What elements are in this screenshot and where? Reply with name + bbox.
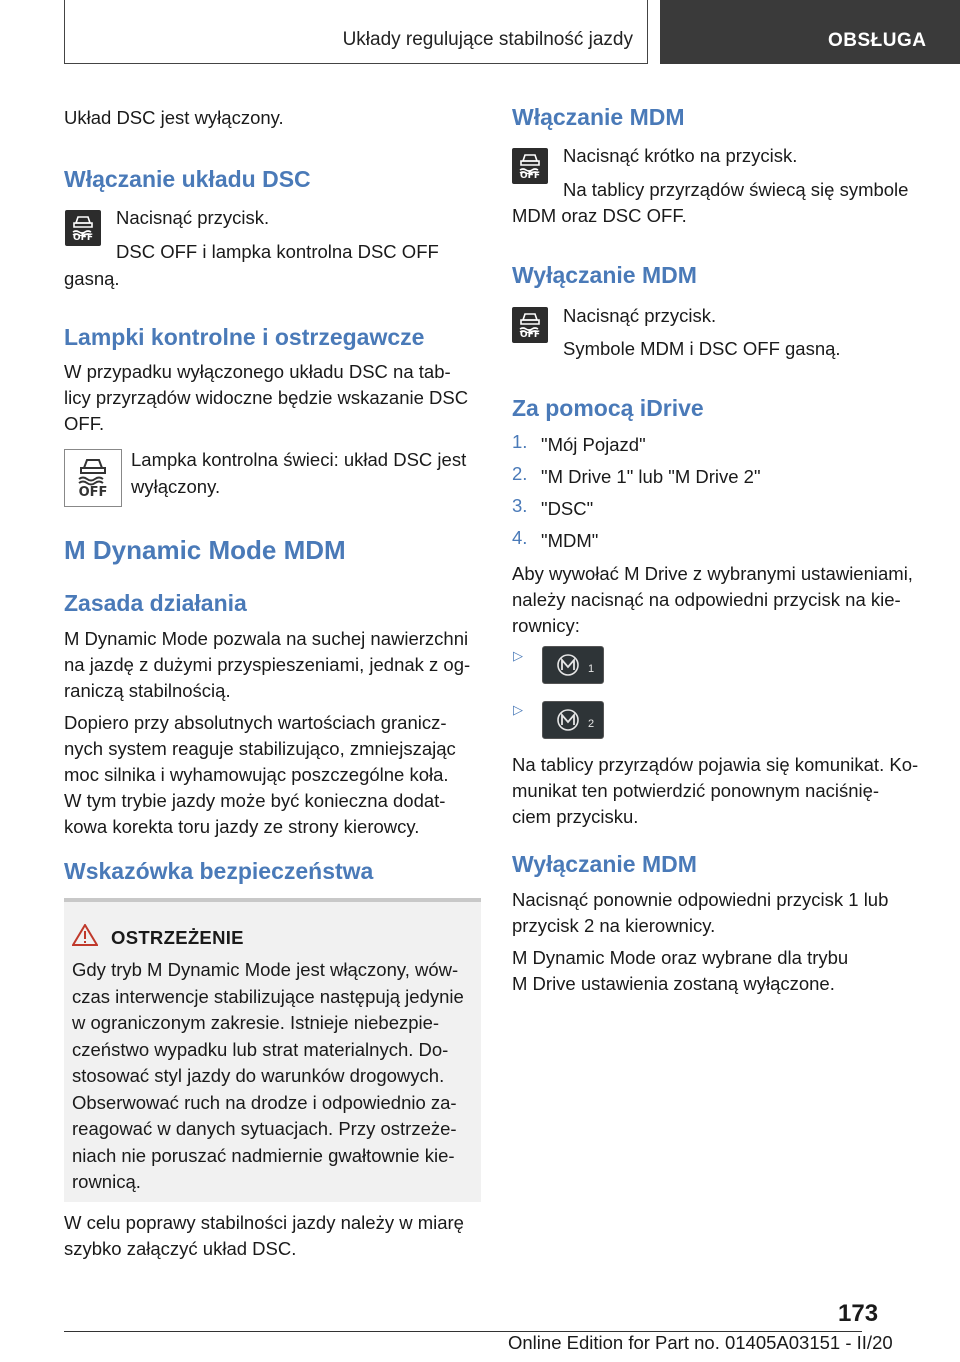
heading-mdm-on: Włączanie MDM xyxy=(512,104,685,130)
m2-steering-button xyxy=(542,701,604,739)
warning-box xyxy=(64,898,481,1202)
heading-mdm-off: Wyłączanie MDM xyxy=(512,262,697,288)
m1-sub: 1 xyxy=(587,663,595,675)
principle-text-6: moc silnika i wyhamowując poszczególne koła. xyxy=(64,764,449,785)
dsc-on-step: Nacisnąć przycisk. xyxy=(116,207,270,228)
heading-mdm: M Dynamic Mode MDM xyxy=(64,535,346,565)
header-section-box xyxy=(64,0,648,64)
step-number: 2. xyxy=(512,463,528,484)
lamps-text-3: OFF. xyxy=(64,413,105,434)
mdm-off-result: Symbole MDM i DSC OFF gasną. xyxy=(563,338,841,359)
header-chapter-tab xyxy=(660,0,960,64)
warning-line: rownicą. xyxy=(72,1171,141,1192)
mdm-button-icon: OFF xyxy=(512,148,548,184)
step-text: "DSC" xyxy=(541,498,594,519)
lamps-text-2: licy przyrządów widoczne będzie wskazanie DSC xyxy=(64,387,469,408)
warning-line: czas interwencje stabilizujące następują jedynie xyxy=(72,985,464,1007)
mdm-off2-text-2: przycisk 2 na kierownicy. xyxy=(512,915,716,936)
mdm-off2-text-3: M Dynamic Mode oraz wybrane dla trybu xyxy=(512,947,849,968)
principle-text-4: Dopiero przy absolutnych wartościach granicz- xyxy=(64,712,447,733)
warning-triangle-icon xyxy=(72,924,98,946)
warning-line: Gdy tryb M Dynamic Mode jest włączony, wów- xyxy=(72,959,459,980)
warning-line: stosować styl jazdy do warunków drogowych. xyxy=(72,1065,445,1086)
closing-text-1: W celu poprawy stabilności jazdy należy w miarę xyxy=(64,1212,464,1233)
footer-edition: Online Edition for Part no. 01405A03151 - II/20 xyxy=(508,1332,893,1353)
principle-text-5: nych system reaguje stabilizująco, zmniejszając xyxy=(64,738,456,759)
mdm-off-button-icon: OFF xyxy=(512,307,548,343)
dsc-off-indicator-icon: OFF xyxy=(64,449,122,507)
principle-text-8: kowa korekta toru jazdy ze strony kierowcy. xyxy=(64,816,420,837)
lamps-text-1: W przypadku wyłączonego układu DSC na tab- xyxy=(64,361,451,382)
dsc-on-result: DSC OFF i lampka kontrolna DSC OFF xyxy=(116,241,439,262)
m2-sub: 2 xyxy=(587,718,595,730)
bullet-triangle-icon: ▷ xyxy=(513,702,523,717)
heading-safety: Wskazówka bezpieczeństwa xyxy=(64,858,374,884)
lamp-note-2: wyłączony. xyxy=(131,476,221,497)
warning-title: OSTRZEŻENIE xyxy=(111,927,244,948)
m2-icon xyxy=(552,707,595,733)
warning-line: reagować w danych sytuacjach. Przy ostrzeże- xyxy=(72,1118,457,1139)
warning-text xyxy=(72,957,477,1196)
closing-text-2: szybko załączyć układ DSC. xyxy=(64,1238,297,1259)
lamp-note-1: Lampka kontrolna świeci: układ DSC jest xyxy=(131,449,467,470)
warning-line: niach nie poruszać nadmiernie gwałtownie kie- xyxy=(72,1144,455,1166)
m1-steering-button xyxy=(542,646,604,684)
step-number: 4. xyxy=(512,527,528,548)
step-number: 3. xyxy=(512,495,528,516)
mdm-on-result-cont: MDM oraz DSC OFF. xyxy=(512,205,687,226)
header-section-title: Układy regulujące stabilność jazdy xyxy=(342,29,633,50)
message-text-2: munikat ten potwierdzić ponownym naciśnię- xyxy=(512,780,880,801)
page-number: 173 xyxy=(838,1300,879,1327)
mdm-off-step: Nacisnąć przycisk. xyxy=(563,305,717,326)
warning-line: w ograniczonym zakresie. Istnieje niebezpie- xyxy=(72,1012,440,1033)
mdrive-call-3: rownicy: xyxy=(512,615,580,636)
message-text-1: Na tablicy przyrządów pojawia się komunikat. Ko- xyxy=(512,754,919,775)
dsc-on-result-cont: gasną. xyxy=(64,268,120,289)
heading-lamps: Lampki kontrolne i ostrzegawcze xyxy=(64,324,425,350)
bullet-triangle-icon: ▷ xyxy=(513,648,523,663)
heading-mdm-off-2: Wyłączanie MDM xyxy=(512,851,697,877)
mdm-on-step: Nacisnąć krótko na przycisk. xyxy=(563,145,798,166)
mdrive-call-2: należy nacisnąć na odpowiedni przycisk na kie- xyxy=(512,589,901,610)
warning-line: Obserwować ruch na drodze i odpowiednio za- xyxy=(72,1091,457,1113)
heading-dsc-on: Włączanie układu DSC xyxy=(64,166,311,192)
warning-line: czeństwo wypadku lub strat materialnych. Do- xyxy=(72,1038,449,1060)
dsc-off-button-icon: OFF xyxy=(65,210,101,246)
mdm-off2-text-4: M Drive ustawienia zostaną wyłączone. xyxy=(512,973,835,994)
header-chapter-label: OBSŁUGA xyxy=(828,30,927,51)
step-text: "Mój Pojazd" xyxy=(541,434,646,455)
principle-text-7: W tym trybie jazdy może być konieczna dodat- xyxy=(64,790,446,811)
heading-idrive: Za pomocą iDrive xyxy=(512,395,704,421)
m1-icon xyxy=(552,652,595,678)
mdm-on-result: Na tablicy przyrządów świecą się symbole xyxy=(563,179,909,200)
principle-text-2: na jazdę z dużymi przyspieszeniami, jednak z og- xyxy=(64,654,471,675)
mdm-off2-text-1: Nacisnąć ponownie odpowiedni przycisk 1 lub xyxy=(512,889,889,910)
step-number: 1. xyxy=(512,431,528,452)
step-text: "MDM" xyxy=(541,530,599,551)
message-text-3: ciem przycisku. xyxy=(512,806,639,827)
principle-text-3: raniczą stabilnością. xyxy=(64,680,231,701)
mdrive-call-1: Aby wywołać M Drive z wybranymi ustawieniami, xyxy=(512,563,913,584)
dsc-off-status: Układ DSC jest wyłączony. xyxy=(64,107,284,128)
step-text: "M Drive 1" lub "M Drive 2" xyxy=(541,466,761,487)
principle-text-1: M Dynamic Mode pozwala na suchej nawierzchni xyxy=(64,628,469,649)
heading-principle: Zasada działania xyxy=(64,590,247,616)
